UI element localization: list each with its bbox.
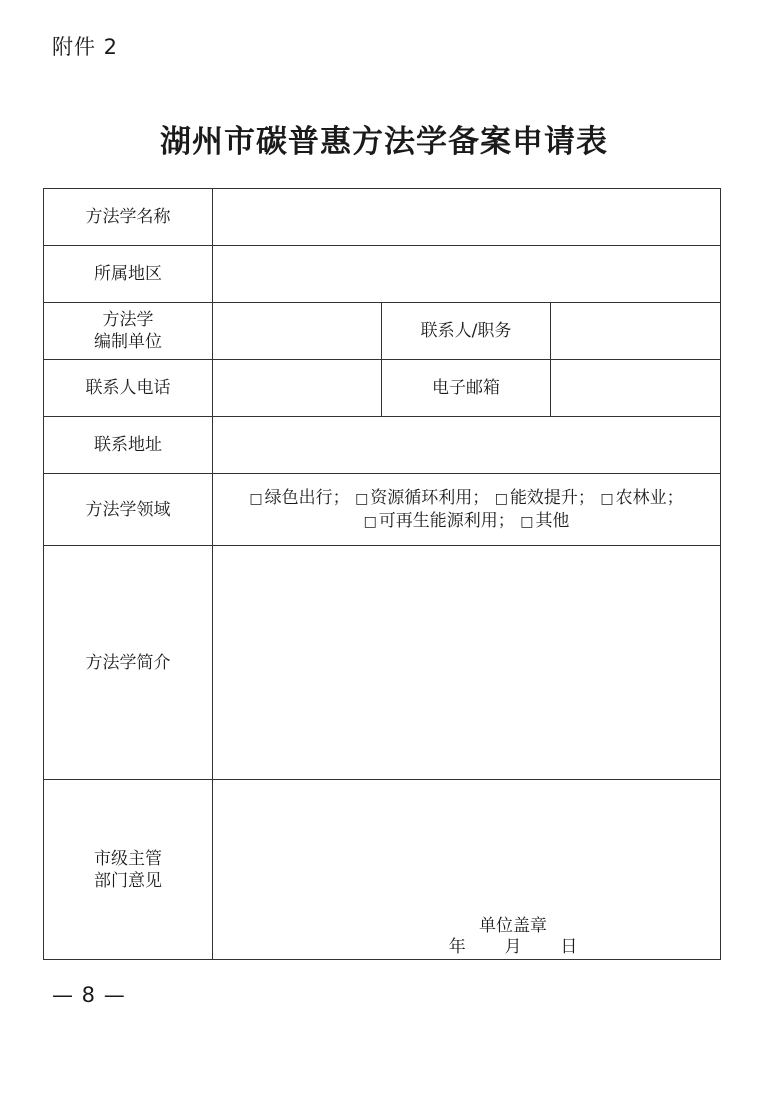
- method-name-label: 方法学名称: [44, 189, 213, 246]
- domain-option-recycling[interactable]: [355, 488, 489, 508]
- page-title: 湖州市碳普惠方法学备案申请表: [160, 124, 608, 160]
- domain-option-label: 能效提升；: [509, 487, 595, 508]
- contact-person-field[interactable]: [551, 303, 721, 360]
- address-field[interactable]: [213, 417, 721, 474]
- method-name-field[interactable]: [213, 189, 721, 246]
- contact-person-label: 联系人/职务: [382, 303, 551, 360]
- opinion-field[interactable]: [213, 780, 721, 960]
- seal-text: 单位盖章: [479, 916, 547, 936]
- page-number: — 8 —: [52, 983, 126, 1007]
- region-field[interactable]: [213, 246, 721, 303]
- domain-option-efficiency[interactable]: [495, 488, 595, 508]
- domain-options: [213, 474, 721, 546]
- domain-option-label: 资源循环利用；: [370, 487, 490, 508]
- domain-option-label: 农林业；: [615, 487, 684, 508]
- checkbox-icon[interactable]: □: [600, 490, 614, 507]
- domain-option-other[interactable]: [520, 511, 569, 531]
- intro-field[interactable]: [213, 546, 721, 780]
- compiler-field[interactable]: [213, 303, 382, 360]
- region-label: 所属地区: [44, 246, 213, 303]
- email-field[interactable]: [551, 360, 721, 417]
- intro-label: 方法学简介: [44, 546, 213, 780]
- opinion-label-line2: 部门意见: [94, 870, 162, 891]
- date-month: 月: [504, 937, 522, 957]
- email-label: 电子邮箱: [382, 360, 551, 417]
- date-line: [413, 937, 613, 958]
- seal-block: [413, 916, 613, 958]
- domain-option-renewable[interactable]: [364, 511, 515, 531]
- contact-phone-label: 联系人电话: [44, 360, 213, 417]
- opinion-label: [44, 780, 213, 960]
- date-year: 年: [448, 937, 466, 957]
- attachment-label: 附件 2: [52, 35, 119, 59]
- contact-phone-field[interactable]: [213, 360, 382, 417]
- domain-option-label: 绿色出行；: [264, 487, 350, 508]
- address-label: 联系地址: [44, 417, 213, 474]
- opinion-label-line1: 市级主管: [94, 848, 162, 869]
- checkbox-icon[interactable]: □: [355, 490, 369, 507]
- domain-option-label: 其他: [535, 510, 570, 531]
- compiler-label-line2: 编制单位: [94, 332, 162, 352]
- checkbox-icon[interactable]: □: [494, 490, 508, 507]
- checkbox-icon[interactable]: □: [249, 490, 263, 507]
- checkbox-icon[interactable]: □: [363, 513, 377, 530]
- domain-option-agriculture[interactable]: [600, 488, 683, 508]
- application-form-table: [43, 188, 721, 960]
- domain-options-line1: [213, 487, 720, 510]
- checkbox-icon[interactable]: □: [520, 513, 534, 530]
- domain-options-line2: [213, 510, 720, 533]
- domain-label: 方法学领域: [44, 474, 213, 546]
- compiler-label: [44, 303, 213, 360]
- domain-option-label: 可再生能源利用；: [378, 510, 515, 531]
- compiler-label-line1: 方法学: [102, 310, 154, 330]
- domain-option-green-travel[interactable]: [249, 488, 349, 508]
- date-day: 日: [560, 937, 578, 957]
